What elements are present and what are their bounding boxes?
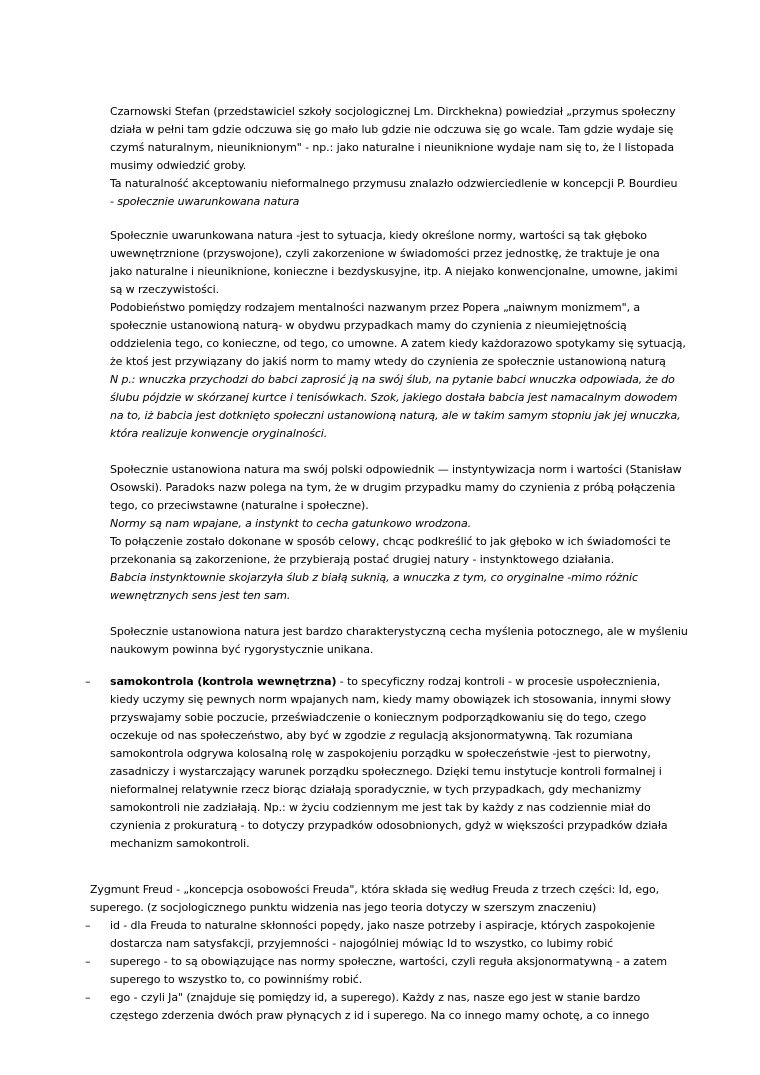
text-line: uwewnętrznione (przyswojone), czyli zakorzenione w świadomości przez jednostkę, że traktuje je ona [110, 247, 660, 260]
text-line: że ktoś jest przywiązany do jakiś norm to mamy wtedy do czynienia ze społecznie ustanowioną naturą [110, 355, 666, 368]
text-line: jako naturalne i nieuniknione, konieczne i bezdyskusyjne, itp. A niejako konwencjonalne, umowne, jakimi [110, 265, 678, 278]
text-line: społecznie ustanowioną naturą- w obydwu przypadkach mamy do czynienia z nieumiejętnością [110, 319, 627, 332]
text-line: czymś naturalnym, nieuniknionym" - np.: jako naturalne i nieuniknione wydaje nam się to, że l listopada [110, 141, 675, 154]
text-line-italic: Normy są nam wpajane, a instynkt to cecha gatunkowo wrodzona. [110, 517, 472, 530]
text-line: samokontroli nie zadziałają. Np.: w życiu codziennym me jest tak by każdy z nas codziennie miał do [110, 801, 651, 814]
text-span-italic: z [389, 729, 396, 742]
text-line: musimy odwiedzić groby. [110, 159, 247, 172]
text-line: samokontrola odgrywa kolosalną rolę w zaspokojeniu porządku w społeczeństwie -jest to pierwotny, [110, 747, 651, 760]
text-line: To połączenie zostało dokonane w sposób celowy, chcąc podkreślić to jak głęboko w ich świadomości te [110, 535, 671, 548]
text-line: oddzielenia tego, co konieczne, od tego, co umowne. A zatem kiedy każdorazowo spotykamy się sytuacją, [110, 337, 686, 350]
bullet-dash: – [85, 919, 91, 932]
text-line: Społecznie uwarunkowana natura -jest to sytuacja, kiedy określone normy, wartości są tak głęboko [110, 229, 647, 242]
text-line: ego - czyli Ja" (znajduje się pomiędzy id, a superego). Każdy z nas, nasze ego jest w stanie bardzo [110, 991, 641, 1004]
text-span: - to specyficzny rodzaj kontroli - w procesie uspołecznienia, [336, 675, 661, 688]
text-line: działa w pełni tam gdzie odczuwa się go mało lub gdzie nie odczuwa się go wcale. Tam gdzie wydaje się [110, 123, 674, 136]
text-line-italic: N p.: wnuczka przychodzi do babci zaprosić ją na swój ślub, na pytanie babci wnuczka odpowiada, że do [110, 373, 675, 386]
text-line: Ta naturalność akceptowaniu nieformalnego przymusu znalazło odzwierciedlenie w koncepcji P. Bourdieu [110, 177, 678, 190]
text-line: dostarcza nam satysfakcji, przyjemności - najogólniej mówiąc Id to wszystko, co lubimy robić [110, 937, 614, 950]
text-line-italic: wewnętrznych sens jest ten sam. [110, 589, 291, 602]
text-line: Czarnowski Stefan (przedstawiciel szkoły socjologicznej Lm. Dirckhekna) powiedział „przymus społeczny [110, 105, 676, 118]
text-line: są w rzeczywistości. [110, 283, 220, 296]
text-line: Osowski). Paradoks nazw polega na tym, że w drugim przypadku mamy do czynienia z próbą połączenia [110, 481, 676, 494]
text-line-italic: ślubu pójdzie w skórzanej kurtce i tenisówkach. Szok, jakiego dostała babcia jest namacalnym dowodem [110, 391, 678, 404]
text-line: nieformalnej relatywnie rzecz biorąc działają sporadycznie, w tych przypadkach, gdy mechanizmy [110, 783, 642, 796]
text-line: id - dla Freuda to naturalne skłonności popędy, jako nasze potrzeby i aspiracje, których zaspokojenie [110, 919, 655, 932]
text-line: Podobieństwo pomiędzy rodzajem mentalności nazwanym przez Popera „naiwnym monizmem", a [110, 301, 641, 314]
text-line-italic: - społecznie uwarunkowana natura [110, 195, 300, 208]
text-line: superego - to są obowiązujące nas normy społeczne, wartości, czyli reguła aksjonormatywną - a zatem [110, 955, 668, 968]
text-line: tego, co przeciwstawne (naturalne i społeczne). [110, 499, 369, 512]
text-line: Społecznie ustanowiona natura jest bardzo charakterystyczną cecha myślenia potocznego, ale w myśleniu [110, 625, 688, 638]
text-line-italic: Babcia instynktownie skojarzyła ślub z białą suknią, a wnuczka z tym, co oryginalne -mimo różnic [110, 571, 638, 584]
term-samokontrola: samokontrola (kontrola wewnętrzna) [110, 675, 337, 688]
text-line: naukowym powinna być rygorystycznie unikana. [110, 643, 374, 656]
text-line: zasadniczy i wystarczający warunek porządku społecznego. Dzięki temu instytucje kontroli formalnej i [110, 765, 662, 778]
text-line-italic: na to, iż babcia jest dotknięto społeczni ustanowioną naturą, ale w takim samym stopniu jak jej wnuczka, [110, 409, 681, 422]
text-line: przyswajamy sobie poczucie, przeświadczenie o koniecznym podporządkowaniu się do tego, czego [110, 711, 647, 724]
text-span: oczekuje od nas społeczeństwo, aby być w zgodzie [110, 729, 390, 742]
text-line: mechanizm samokontroli. [110, 837, 250, 850]
text-line: superego. (z socjologicznego punktu widzenia nas jego teoria dotyczy w szerszym znaczeniu) [90, 901, 597, 914]
text-span: regulacją aksjonormatywną. Tak rozumiana [395, 729, 633, 742]
text-line [110, 673, 660, 691]
text-line: kiedy uczymy się pewnych norm wpajanych nam, kiedy mamy obowiązek ich stosowania, innymi słowy [110, 693, 671, 706]
text-line: Zygmunt Freud - „koncepcja osobowości Freuda", która składa się według Freuda z trzech części: Id, ego, [90, 883, 659, 896]
bullet-dash: – [85, 991, 91, 1004]
text-line: częstego zderzenia dwóch praw płynących z id i superego. Na co innego mamy ochotę, a co innego [110, 1009, 650, 1022]
text-line [110, 727, 633, 745]
text-line: przekonania są zakorzenione, że przybierają postać drugiej natury - instynktowego działania. [110, 553, 614, 566]
bullet-dash: – [85, 955, 91, 968]
text-line-italic: która realizuje konwencje oryginalności. [110, 427, 328, 440]
text-line: Społecznie ustanowiona natura ma swój polski odpowiednik — instyntywizacja norm i wartości (Stanisław [110, 463, 682, 476]
text-line: czynienia z prokuraturą - to dotyczy przypadków odosobnionych, gdyż w większości przypadków działa [110, 819, 668, 832]
bullet-dash: – [85, 675, 91, 688]
text-line: superego to wszystko to, co powinniśmy robić. [110, 973, 363, 986]
